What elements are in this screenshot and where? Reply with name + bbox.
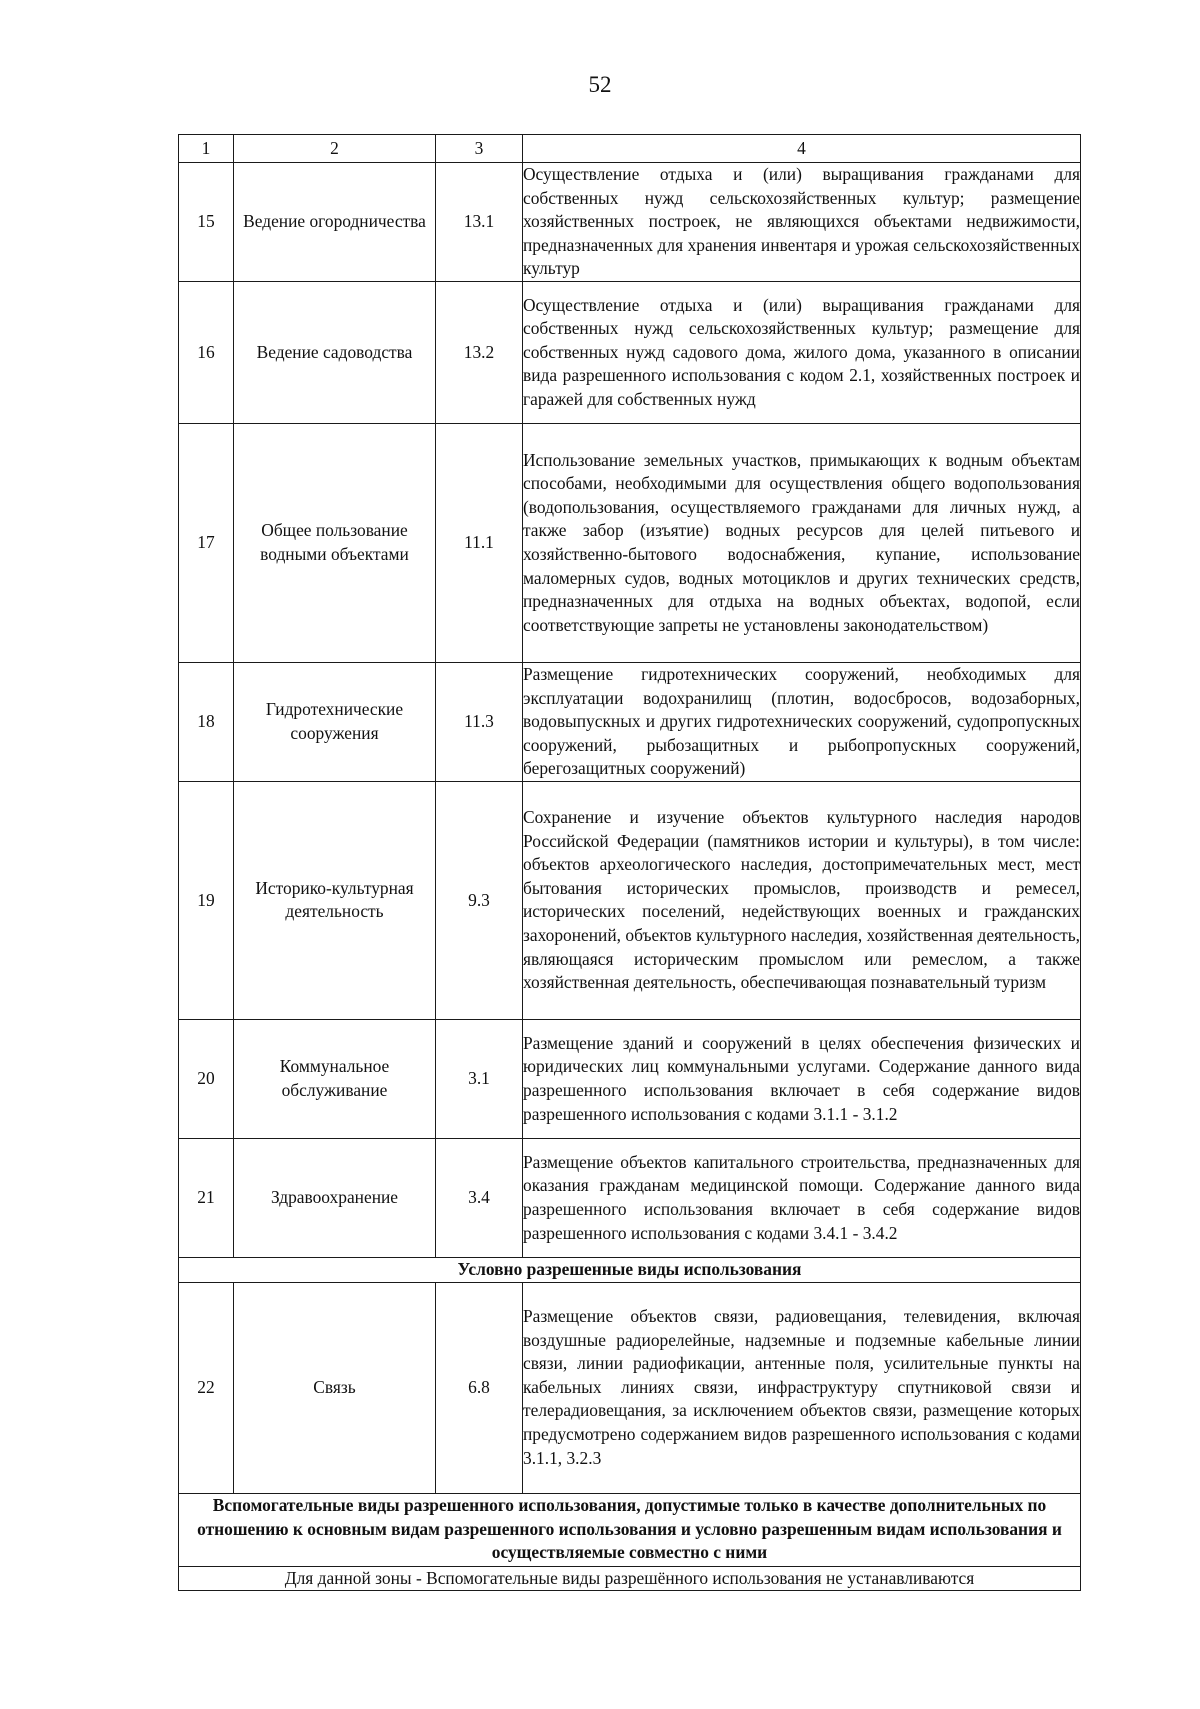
use-type-description: Размещение объектов капитального строительства, предназначенных для оказания гражданам медицинской помощи. Содержание данного вида разрешенного использования включает в себя содержание видов разрешенного использования с кодами 3.4.1 - 3.4.2 [523,1138,1081,1257]
use-type-code: 3.4 [436,1138,523,1257]
header-cell: 2 [234,135,436,163]
use-type-name: Коммунальное обслуживание [234,1019,436,1138]
use-type-name: Ведение садоводства [234,282,436,424]
use-type-name: Ведение огородничества [234,163,436,282]
land-use-table [178,134,1081,1591]
row-number: 20 [179,1019,234,1138]
use-type-name: Связь [234,1282,436,1493]
use-type-description: Размещение зданий и сооружений в целях обеспечения физических и юридических лиц коммунальными услугами. Содержание данного вида разрешенного использования включает в себя содержание видов разрешенного использования с кодами 3.1.1 - 3.1.2 [523,1019,1081,1138]
row-number: 17 [179,424,234,663]
section-heading-row [179,1493,1081,1566]
table-row [179,663,1081,782]
table-row [179,163,1081,282]
use-type-description: Осуществление отдыха и (или) выращивания гражданами для собственных нужд сельскохозяйственных культур; размещение хозяйственных построек, не являющихся объектами недвижимости, предназначенных для хранения инвентаря и урожая сельскохозяйственных культур [523,163,1081,282]
use-type-description: Осуществление отдыха и (или) выращивания гражданами для собственных нужд сельскохозяйственных культур; размещение для собственных нужд садового дома, жилого дома, указанного в описании вида разрешенного использования с кодом 2.1, хозяйственных построек и гаражей для собственных нужд [523,282,1081,424]
use-type-name: Общее пользование водными объектами [234,424,436,663]
section-heading-row [179,1257,1081,1282]
table-row [179,781,1081,1019]
table-row [179,424,1081,663]
use-type-description: Размещение объектов связи, радиовещания, телевидения, включая воздушные радиорелейные, надземные и подземные кабельные линии связи, линии радиофикации, антенные поля, усилительные пункты на кабельных линиях связи, инфраструктуру спутниковой связи и телерадиовещания, за исключением объектов связи, размещение которых предусмотрено содержанием видов разрешенного использования с кодами 3.1.1, 3.2.3 [523,1282,1081,1493]
table-row [179,1282,1081,1493]
header-cell: 1 [179,135,234,163]
use-type-name: Историко-культурная деятельность [234,781,436,1019]
table-row [179,1138,1081,1257]
auxiliary-uses-note: Для данной зоны - Вспомогательные виды разрешённого использования не устанавливаются [179,1566,1081,1591]
use-type-description: Размещение гидротехнических сооружений, необходимых для эксплуатации водохранилищ (плотин, водосбросов, водозаборных, водовыпускных и других гидротехнических сооружений, судопропускных сооружений, рыбозащитных и рыбопропускных сооружений, берегозащитных сооружений) [523,663,1081,782]
conditional-uses-heading: Условно разрешенные виды использования [179,1257,1081,1282]
header-cell: 3 [436,135,523,163]
table-header-row [179,135,1081,163]
use-type-description: Использование земельных участков, примыкающих к водным объектам способами, необходимыми для осуществления общего водопользования (водопользования, осуществляемого гражданами для личных нужд, а также забор (изъятие) водных ресурсов для целей питьевого и хозяйственно-бытового водоснабжения, купание, использование маломерных судов, водных мотоциклов и других технических средств, предназначенных для отдыха на водных объектах, водопой, если соответствующие запреты не установлены законодательством) [523,424,1081,663]
use-type-code: 11.1 [436,424,523,663]
use-type-code: 11.3 [436,663,523,782]
use-type-name: Здравоохранение [234,1138,436,1257]
row-number: 15 [179,163,234,282]
use-type-code: 3.1 [436,1019,523,1138]
use-type-code: 9.3 [436,781,523,1019]
row-number: 18 [179,663,234,782]
use-type-code: 13.2 [436,282,523,424]
use-type-code: 13.1 [436,163,523,282]
table-row [179,282,1081,424]
auxiliary-uses-heading: Вспомогательные виды разрешенного использования, допустимые только в качестве дополнительных по отношению к основным видам разрешенного использования и условно разрешенным видам использования и осуществляемые совместно с ними [179,1493,1081,1566]
note-row [179,1566,1081,1591]
row-number: 21 [179,1138,234,1257]
use-type-description: Сохранение и изучение объектов культурного наследия народов Российской Федерации (памятников истории и культуры), в том числе: объектов археологического наследия, достопримечательных мест, мест бытования исторических промыслов, производств и ремесел, исторических поселений, недействующих военных и гражданских захоронений, объектов культурного наследия, хозяйственная деятельность, являющаяся историческим промыслом или ремеслом, а также хозяйственная деятельность, обеспечивающая познавательный туризм [523,781,1081,1019]
table-row [179,1019,1081,1138]
header-cell: 4 [523,135,1081,163]
page-number: 52 [588,72,612,97]
row-number: 19 [179,781,234,1019]
use-type-code: 6.8 [436,1282,523,1493]
use-type-name: Гидротехнические сооружения [234,663,436,782]
row-number: 22 [179,1282,234,1493]
row-number: 16 [179,282,234,424]
